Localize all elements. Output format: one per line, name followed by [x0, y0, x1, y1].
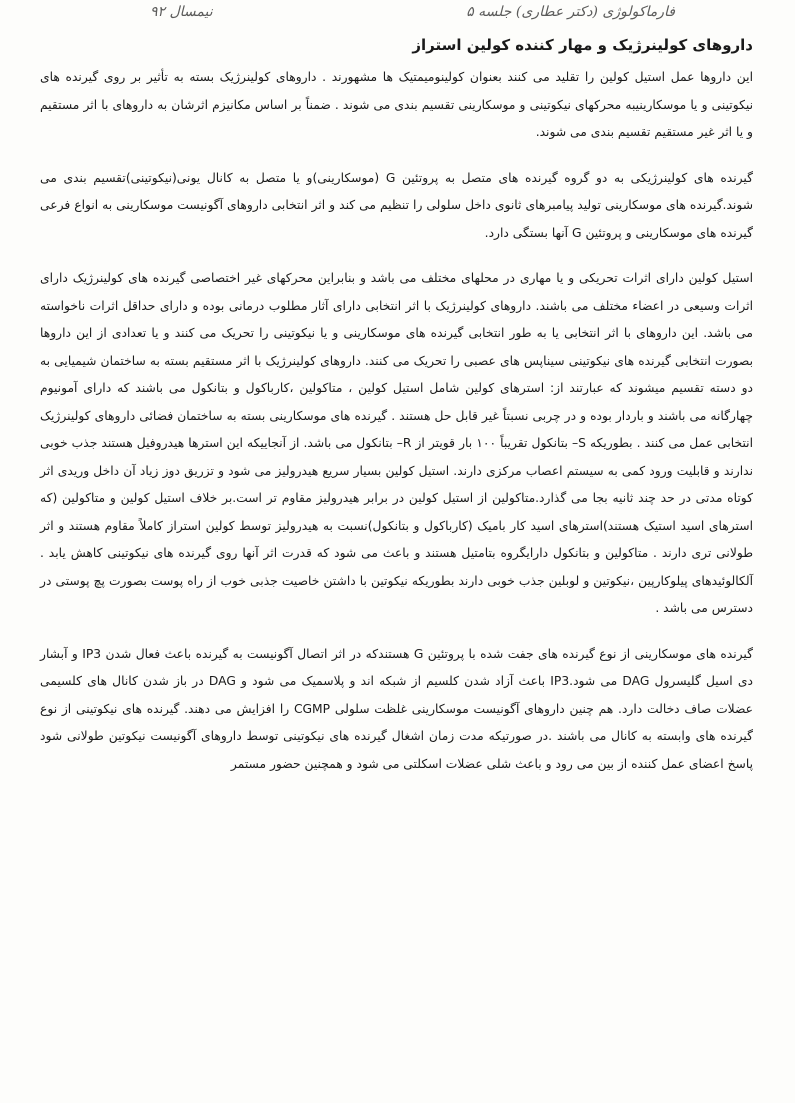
handwritten-note-semester: نیمسال ۹۲	[150, 4, 213, 20]
document-title: داروهای کولینرژیک و مهار کننده کولین استراز	[412, 36, 753, 54]
document-body	[40, 36, 753, 794]
paragraph-intro: این داروها عمل استیل کولین را تقلید می کنند بعنوان کولینومیمتیک ها مشهورند . داروهای کولینرژیک بسته به تأثیر بر روی گیرنده های نیکوتینی و یا موسکارینیبه محرکهای نیکوتینی و موسکارینی تقسیم بندی می شوند . ضمناً بر اساس مکانیزم اثرشان به داروهای با اثر مستقیم و یا اثر غیر مستقیم تقسیم بندی می شوند.	[40, 70, 753, 139]
handwritten-note-course: فارماکولوژی (دکتر عطاری) جلسه ۵	[466, 4, 675, 20]
paragraph-acetylcholine-effects: استیل کولین دارای اثرات تحریکی و یا مهاری در محلهای مختلف می باشد و بنابراین محرکهای غیر اختصاصی گیرنده های کولینرژیک دارای اثرات وسیعی در اعضاء مختلف می باشند. داروهای کولینرژیک با اثر انتخابی دارای آثار مطلوب درمانی بوده و دارای حداقل اثرات ناخواسته می باشد. این داروهای با اثر انتخابی یا به طور انتخابی گیرنده های موسکارینی و یا نیکوتینی را تحریک می کنند و یا تعدادی از این داروها بصورت انتخابی گیرنده های نیکوتینی سیناپس های عصبی را تحریک می کنند. داروهای کولینرژیک با اثر مستقیم بسته به ساختمان شیمیایی به دو دسته تقسیم میشوند که عبارتند از: استرهای کولین شامل استیل کولین ، متاکولین ،کارباکول و بتانکول می باشند که دارای آمونیوم چهارگانه می باشند و باردار بوده و در چربی نسبتاً غیر قابل حل هستند . گیرنده های موسکارینی بسته به ساختمان فضائی داروهای کولینرژیک انتخابی عمل می کنند . بطوریکه S– بتانکول تقریباً ۱۰۰ بار قویتر از R– بتانکول می باشد. از آنجاییکه این استرها هیدروفیل هستند جذب خوبی ندارند و قابلیت ورود کمی به سیستم اعصاب مرکزی دارند. استیل کولین بسیار سریع هیدرولیز می شود و تزریق دوز زیاد آن داخل وریدی اثر کوتاه مدتی در حد چند ثانیه بجا می گذارد.متاکولین از استیل کولین در برابر هیدرولیز مقاوم تر است.بر خلاف استیل کولین و متاکولین (که استرهای اسید استیک هستند)استرهای اسید کار بامیک (کارباکول و بتانکول)نسبت به هیدرولیز توسط کولین استراز کاملاً مقاوم هستند و اثر طولانی تری دارند . متاکولین و بتانکول دارایگروه بتامتیل هستند و باعث می شود که قدرت اثر آنها روی گیرنده های نیکوتینی کاهش یابد . آلکالوئیدهای پیلوکارپین ،نیکوتین و لوبلین جذب خوبی دارند بطوریکه نیکوتین با داشتن خاصیت جذبی خوب از راه پوست بصورت پچ پوستی در دسترس می باشد .	[40, 271, 754, 615]
handwritten-header	[150, 4, 675, 20]
paragraph-receptor-types: گیرنده های کولینرژیکی به دو گروه گیرنده های متصل به پروتئین G (موسکارینی)و یا متصل به کانال یونی(نیکوتینی)تقسیم بندی می شوند.گیرنده های موسکارینی تولید پیامبرهای ثانوی داخل سلولی را تنظیم می کند و اثر انتخابی داروهای آگونیست موسکارینی به انواع فرعی گیرنده های موسکارینی و پروتئین G آنها بستگی دارد.	[40, 170, 754, 240]
paragraph-receptor-mechanism: گیرنده های موسکارینی از نوع گیرنده های جفت شده با پروتئین G هستندکه در اثر اتصال آگونیست به گیرنده باعث فعال شدن IP3 و آبشار دی اسیل گلیسرول DAG می شود.IP3 باعث آزاد شدن کلسیم از شبکه اند و پلاسمیک می شود و DAG در باز شدن کانال های کلسیمی عضلات صاف دخالت دارد. هم چنین داروهای آگونیست موسکارینی غلظت سلولی CGMP را افزایش می دهند. گیرنده های نیکوتینی از نوع گیرنده های وابسته به کانال می باشند .در صورتیکه مدت زمان اشغال گیرنده های نیکوتینی توسط داروهای آگونیست نیکوتین طولانی شود پاسخ اعضای عمل کننده از بین می رود و باعث شلی عضلات اسکلتی می شود و همچنین حضور مستمر	[40, 646, 753, 771]
